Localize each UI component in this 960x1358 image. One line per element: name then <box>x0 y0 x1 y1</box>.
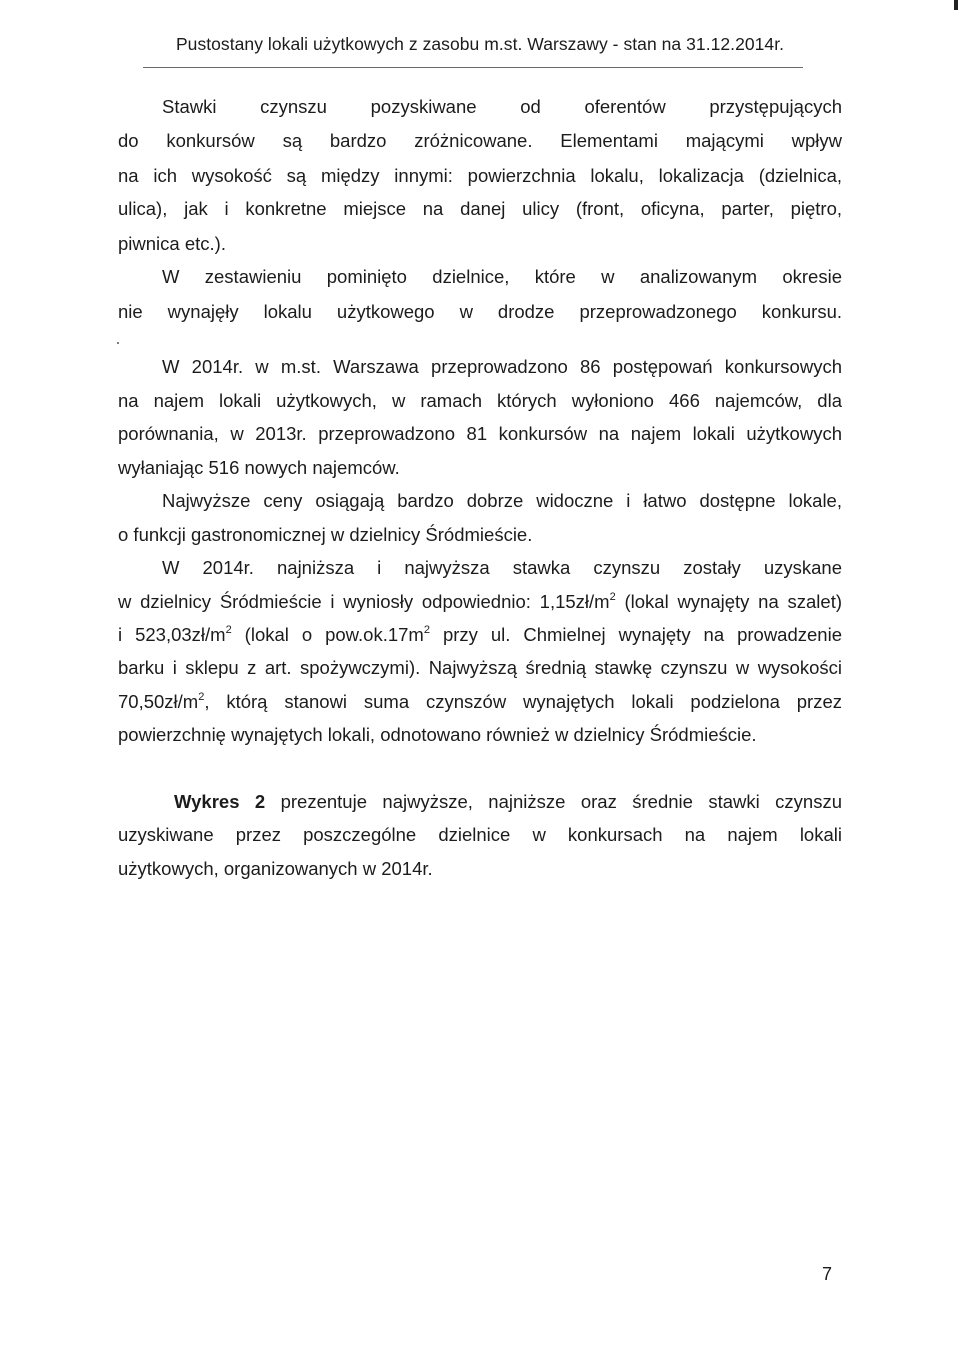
text-line: nie wynajęły lokalu użytkowego w drodze przeprowadzonego konkursu. <box>118 301 842 322</box>
text-line: Stawki czynszu pozyskiwane od oferentów przystępujących <box>162 96 842 117</box>
scan-speck <box>117 342 119 344</box>
text-line: $70,50zł/m^2$, którą stanowi suma czynszów wynajętych lokali podzielona przez <box>118 690 842 712</box>
chart-reference-label: Wykres 2 <box>174 791 266 812</box>
text-line: ulica), jak i konkretne miejsce na danej ulicy (front, oficyna, parter, piętro, <box>118 198 842 219</box>
scan-edge-mark <box>954 0 958 10</box>
text-line: piwnica etc.). <box>118 233 226 254</box>
text-line: do konkursów są bardzo zróżnicowane. Elementami mającymi wpływ <box>118 130 842 151</box>
header-rule <box>143 67 803 68</box>
text-line: i $523,03zł/m^2$ (lokal o $pow.ok.17m^2$ przy ul. Chmielnej wynajęty na prowadzenie <box>118 623 842 645</box>
running-header: Pustostany lokali użytkowych z zasobu m.st. Warszawy - stan na 31.12.2014r. <box>175 34 785 54</box>
text-line: uzyskiwane przez poszczególne dzielnice w konkursach na najem lokali <box>118 824 842 845</box>
text-line: W 2014r. najniższa i najwyższa stawka czynszu zostały uzyskane <box>162 557 842 578</box>
text-line: wyłaniając 516 nowych najemców. <box>118 457 400 478</box>
page-number: 7 <box>821 1264 832 1284</box>
text-line: Najwyższe ceny osiągają bardzo dobrze widoczne i łatwo dostępne lokale, <box>162 490 842 511</box>
text-line: na najem lokali użytkowych, w ramach których wyłoniono 466 najemców, dla <box>118 390 842 411</box>
text-line: barku i sklepu z art. spożywczymi). Najwyższą średnią stawkę czynszu w wysokości <box>118 657 842 678</box>
text-line: użytkowych, organizowanych w 2014r. <box>118 858 433 879</box>
text-line: o funkcji gastronomicznej w dzielnicy Śródmieście. <box>118 524 533 545</box>
text-line: W zestawieniu pominięto dzielnice, które w analizowanym okresie <box>162 266 842 287</box>
text-line: Wykres 2 prezentuje najwyższe, najniższe oraz średnie stawki czynszu <box>174 791 842 812</box>
text-line: porównania, w 2013r. przeprowadzono 81 konkursów na najem lokali użytkowych <box>118 423 842 444</box>
text-line: powierzchnię wynajętych lokali, odnotowano również w dzielnicy Śródmieście. <box>118 724 757 745</box>
text-line: na ich wysokość są między innymi: powierzchnia lokalu, lokalizacja (dzielnica, <box>118 165 842 186</box>
text-line: w dzielnicy Śródmieście i wyniosły odpowiednio: $1,15zł/m^2$ (lokal wynajęty na szalet) <box>118 590 842 612</box>
text-line: W 2014r. w m.st. Warszawa przeprowadzono 86 postępowań konkursowych <box>162 356 842 377</box>
